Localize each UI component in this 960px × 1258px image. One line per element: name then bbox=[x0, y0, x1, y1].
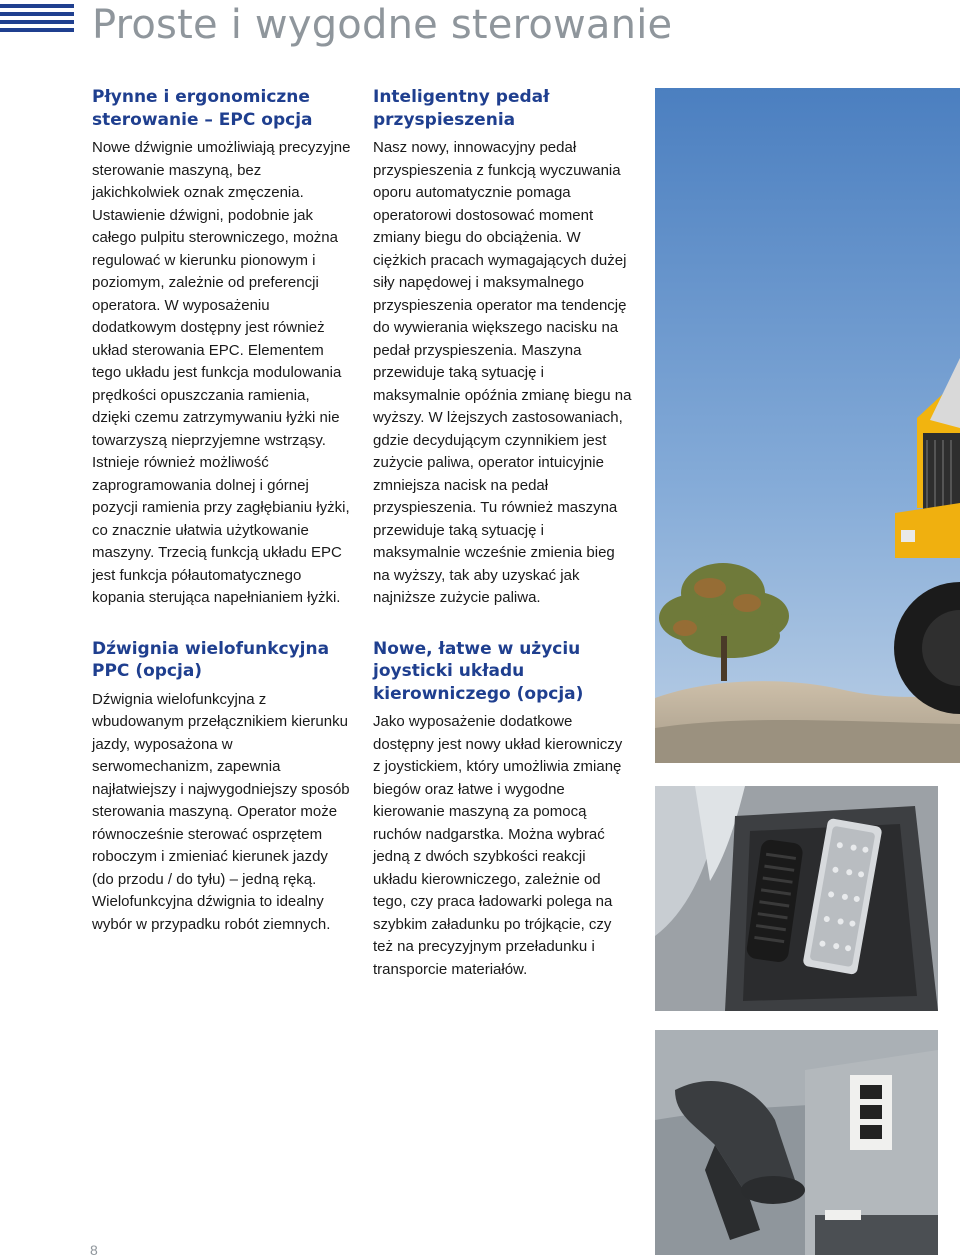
section-body-epc: Nowe dźwignie umożliwiają precyzyjne sterowanie maszyną, bez jakichkolwiek oznak zmęczenia. Ustawienie dźwigni, podobnie jak całego pulpitu sterowniczego, można regulować w kierunku pionowym i poziomym, zależnie od preferencji operatora. W wyposażeniu dodatkowym dostępny jest również układ sterowania EPC. Elementem tego układu jest funkcja modulowania prędkości opuszczania ramienia, dzięki czemu zatrzymywaniu łyżki nie towarzyszą nieprzyjemne wstrząsy. Istnieje również możliwość zaprogramowania dolnej i górnej pozycji ramienia przy zagłębianiu łyżki, co znacznie ułatwia użytkowanie maszyny. Trzecią funkcją układu EPC jest funkcja półautomatycznego kopania sterująca napełnianiem łyżki. bbox=[92, 139, 351, 606]
section-pedal bbox=[373, 86, 633, 610]
page-number: 8 bbox=[90, 1242, 98, 1258]
section-heading-pedal: Inteligentny pedał przyspieszenia bbox=[373, 87, 550, 130]
section-body-ppc: Dźwignia wielofunkcyjna z wbudowanym przełącznikiem kierunku jazdy, wyposażona w serwomechanizm, zapewnia najłatwiejszy i najwygodniejszy sposób sterowania maszyną. Operator może równocześnie sterować osprzętem roboczym i zmieniać kierunek jazdy (do przodu / do tyłu) – jedną ręką. Wielofunkcyjna dźwignia to idealny wybór w przypadku robót ziemnych. bbox=[92, 690, 350, 933]
section-heading-joystick: Nowe, łatwe w użyciu joysticki układu kierowniczego (opcja) bbox=[373, 638, 584, 704]
column-middle bbox=[373, 86, 633, 981]
section-ppc bbox=[92, 638, 352, 937]
photo-accelerator-pedal bbox=[655, 786, 938, 1011]
section-joystick bbox=[373, 638, 633, 982]
header-stripes-logo bbox=[0, 4, 74, 40]
section-heading-ppc: Dźwignia wielofunkcyjna PPC (opcja) bbox=[92, 638, 330, 681]
section-heading-epc: Płynne i ergonomiczne sterowanie – EPC opcja bbox=[92, 87, 313, 130]
column-left bbox=[92, 86, 352, 936]
section-epc bbox=[92, 86, 352, 610]
section-body-joystick: Jako wyposażenie dodatkowe dostępny jest nowy układ kierowniczy z joystickiem, który umożliwia zmianę biegów oraz łatwe i wygodne kierowanie maszyną za pomocą ruchów nadgarstka. Można wybrać jedną z dwóch szybkości reakcji układu kierowniczego, zależnie od tego, czy praca ładowarki polega na szybkim załadunku po trójkącie, czy też na precyzyjnym przeładunku i transporcie materiałów. bbox=[373, 713, 623, 978]
photo-wheel-loader bbox=[655, 88, 960, 763]
photo-steering-joystick bbox=[655, 1030, 938, 1255]
page-title: Proste i wygodne sterowanie bbox=[92, 2, 673, 48]
section-body-pedal: Nasz nowy, innowacyjny pedał przyspieszenia z funkcją wyczuwania oporu automatycznie pomaga operatorowi dostosować moment zmiany biegu do obciążenia. W ciężkich pracach wymagających dużej siły napędowej i maksymalnego przyspieszenia operator ma tendencję do wywierania większego nacisku na pedał przyspieszenia. Maszyna przewiduje taką sytuację i maksymalnie opóźnia zmianę biegu na wyższy. W lżejszych zastosowaniach, gdzie decydującym czynnikiem jest zużycie paliwa, operator intuicyjnie zmniejsza nacisk na pedał przyspieszenia. Tu również maszyna przewiduje taką sytuację i maksymalnie wcześnie zmienia bieg na wyższy, tak aby uzyskać jak najniższe zużycie paliwa. bbox=[373, 139, 632, 606]
